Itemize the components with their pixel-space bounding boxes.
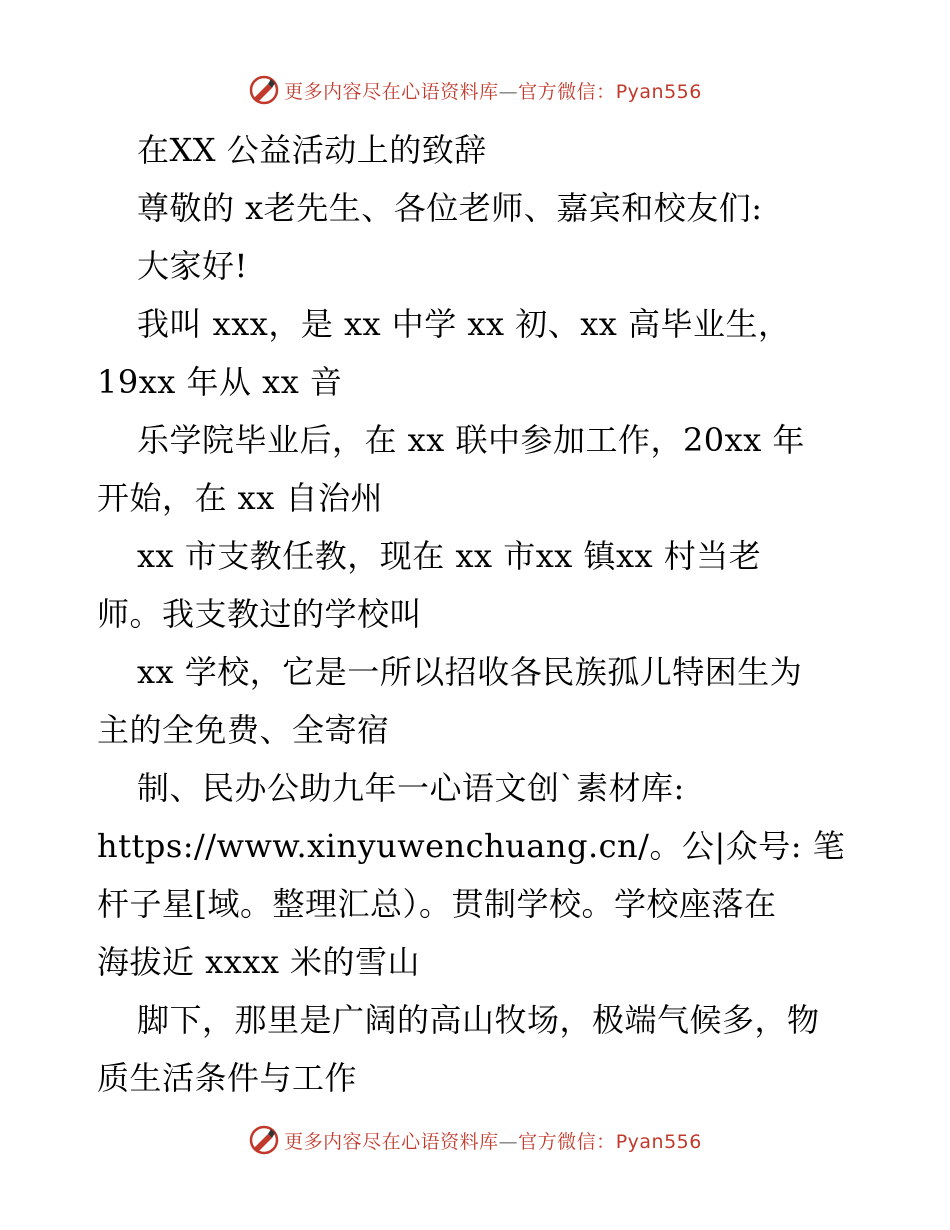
- banner-main-text: 更多内容尽在心语资料库: [284, 80, 499, 103]
- paragraph-line: 海拔近 xxxx 米的雪山: [97, 943, 421, 981]
- paragraph-line: xx 学校，它是一所以招收各民族孤儿特困生为: [137, 653, 803, 691]
- paragraph-line: 我叫 xxx，是 xx 中学 xx 初、xx 高毕业生，: [137, 305, 791, 343]
- greeting-line: 大家好!: [137, 247, 248, 285]
- salutation-line: 尊敬的 x老先生、各位老师、嘉宾和校友们:: [137, 189, 763, 227]
- document-title: 在XX 公益活动上的致辞: [137, 131, 487, 169]
- header-banner: [0, 70, 950, 110]
- banner-main-text: 更多内容尽在心语资料库: [284, 1130, 499, 1153]
- document-body: [97, 121, 857, 1107]
- paragraph-line: 主的全免费、全寄宿: [97, 711, 390, 749]
- paragraph-line: https://www.xinyuwenchuang.cn/。公|众号: 笔: [97, 827, 846, 865]
- paragraph-line: 脚下，那里是广阔的高山牧场，极端气候多，物: [137, 1001, 820, 1039]
- paragraph-line: 19xx 年从 xx 音: [97, 363, 343, 401]
- banner-account: Pyan556: [615, 1130, 702, 1153]
- banner-text: [284, 1127, 702, 1154]
- banner-dash: —: [498, 80, 519, 103]
- footer-banner: [0, 1120, 950, 1160]
- paragraph-line: xx 市支教任教，现在 xx 市xx 镇xx 村当老: [137, 537, 762, 575]
- paragraph-line: 开始，在 xx 自治州: [97, 479, 383, 517]
- banner-account: Pyan556: [615, 80, 702, 103]
- banner-dash: —: [498, 1130, 519, 1153]
- paragraph-line: 乐学院毕业后，在 xx 联中参加工作，20xx 年: [137, 421, 805, 459]
- pen-logo-icon: [248, 74, 280, 106]
- paragraph-line: 师。我支教过的学校叫: [97, 595, 423, 633]
- paragraph-line: 制、民办公助九年一心语文创`素材库:: [137, 769, 685, 807]
- banner-wechat-label: 官方微信：: [518, 80, 616, 103]
- banner-text: [284, 77, 702, 104]
- banner-wechat-label: 官方微信：: [518, 1130, 616, 1153]
- paragraph-line: 质生活条件与工作: [97, 1059, 358, 1097]
- pen-logo-icon: [248, 1124, 280, 1156]
- paragraph-line: 杆子星[域。整理汇总）。贯制学校。学校座落在: [97, 885, 777, 923]
